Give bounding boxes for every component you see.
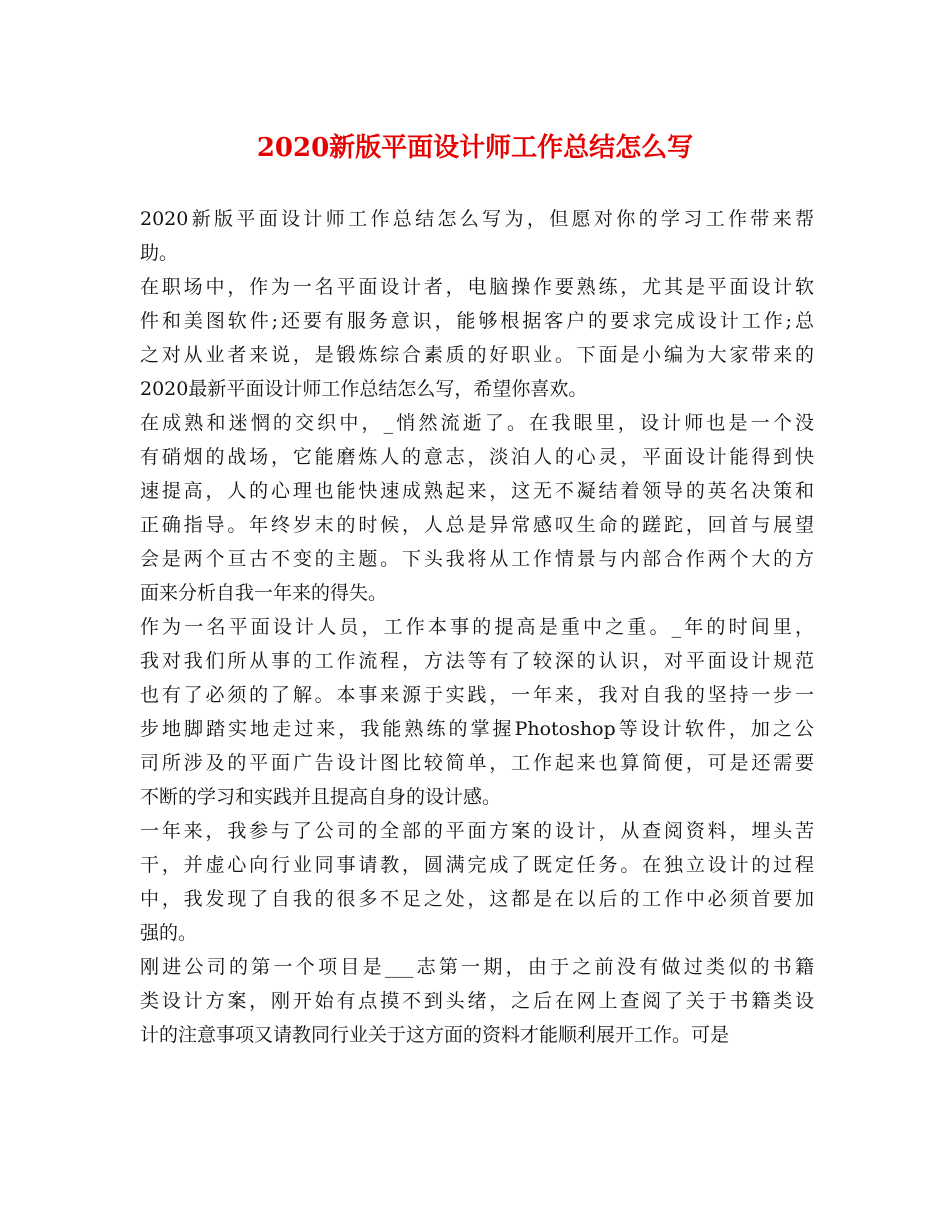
paragraph-line: 一年来，我参与了公司的全部的平面方案的设计，从查阅资料，埋头苦: [140, 820, 814, 842]
paragraph-line: 作为一名平面设计人员，工作本事的提高是重中之重。_年的时间里，: [140, 616, 814, 638]
paragraph: [140, 814, 814, 950]
document-title: 2020新版平面设计师工作总结怎么写: [256, 133, 694, 163]
paragraph: [140, 270, 814, 406]
paragraph: [140, 406, 814, 610]
paragraph-line: 2020最新平面设计师工作总结怎么写，希望你喜欢。: [140, 378, 588, 400]
paragraph-line: 助。: [140, 242, 179, 264]
paragraph-line: 之对从业者来说，是锻炼综合素质的好职业。下面是小编为大家带来的: [140, 344, 814, 366]
paragraph-line: 刚进公司的第一个项目是___志第一期，由于之前没有做过类似的书籍: [140, 956, 814, 978]
paragraph-line: 会是两个亘古不变的主题。下头我将从工作情景与内部合作两个大的方: [140, 548, 814, 570]
paragraph-line: 司所涉及的平面广告设计图比较简单，工作起来也算简便，可是还需要: [140, 752, 814, 774]
paragraph-line: 在职场中，作为一名平面设计者，电脑操作要熟练，尤其是平面设计软: [140, 276, 814, 298]
paragraph-line: 也有了必须的了解。本事来源于实践，一年来，我对自我的坚持一步一: [140, 684, 814, 706]
paragraph-line: 速提高，人的心理也能快速成熟起来，这无不凝结着领导的英名决策和: [140, 480, 814, 502]
paragraph-line: 正确指导。年终岁末的时候，人总是异常感叹生命的蹉跎，回首与展望: [140, 514, 814, 536]
paragraph-line: 强的。: [140, 922, 198, 944]
paragraph-line: 在成熟和迷惘的交织中，_悄然流逝了。在我眼里，设计师也是一个没: [140, 412, 814, 434]
paragraph-line: 面来分析自我一年来的得失。: [140, 582, 388, 604]
document-body: [140, 202, 814, 1052]
paragraph: [140, 202, 814, 270]
paragraph-line: 有硝烟的战场，它能磨炼人的意志，淡泊人的心灵，平面设计能得到快: [140, 446, 814, 468]
paragraph-line: 不断的学习和实践并且提高自身的设计感。: [140, 786, 502, 808]
paragraph-line: 我对我们所从事的工作流程，方法等有了较深的认识，对平面设计规范: [140, 650, 814, 672]
paragraph-line: 干，并虚心向行业同事请教，圆满完成了既定任务。在独立设计的过程: [140, 854, 814, 876]
paragraph-line: 步地脚踏实地走过来，我能熟练的掌握Photoshop等设计软件，加之公: [140, 718, 814, 740]
paragraph-line: 计的注意事项又请教同行业关于这方面的资料才能顺利展开工作。可是: [140, 1024, 730, 1046]
paragraph-line: 中，我发现了自我的很多不足之处，这都是在以后的工作中必须首要加: [140, 888, 814, 910]
paragraph-line: 件和美图软件;还要有服务意识，能够根据客户的要求完成设计工作;总: [140, 310, 814, 332]
paragraph-line: 类设计方案，刚开始有点摸不到头绪，之后在网上查阅了关于书籍类设: [140, 990, 814, 1012]
paragraph: [140, 950, 814, 1052]
paragraph-line: 2020新版平面设计师工作总结怎么写为，但愿对你的学习工作带来帮: [140, 208, 814, 230]
paragraph: [140, 610, 814, 814]
